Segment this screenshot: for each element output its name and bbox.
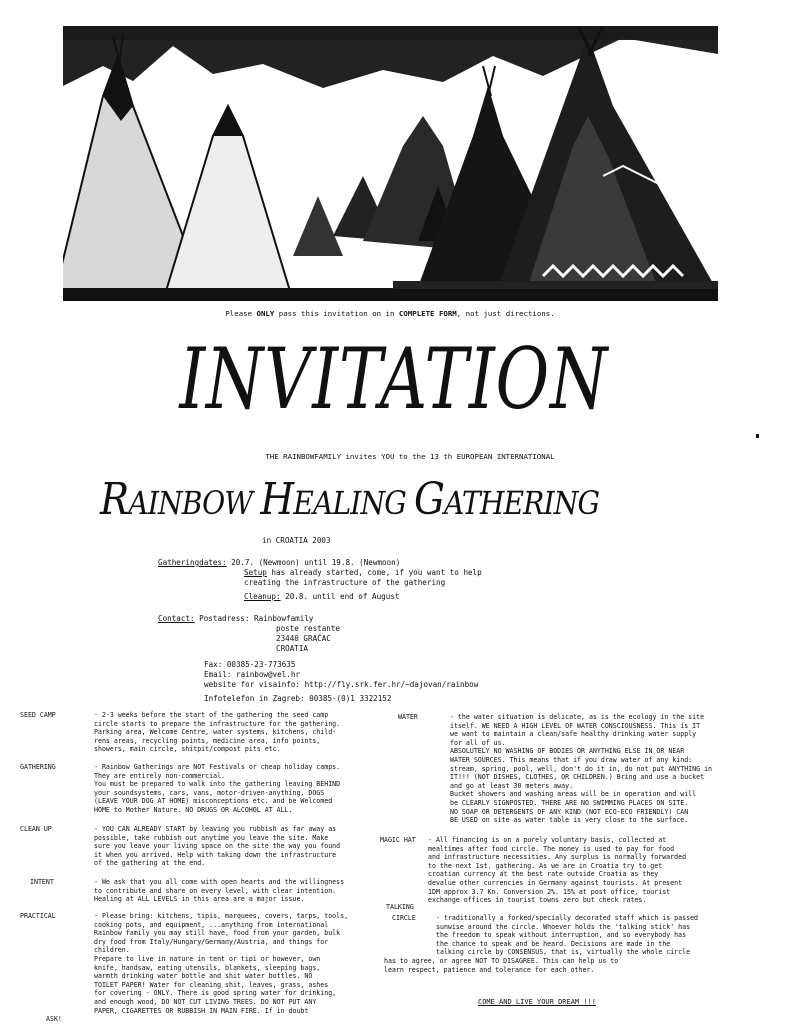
- section-label: INTENT: [30, 878, 54, 886]
- section-label: CLEAN UP: [20, 825, 52, 833]
- pass-on-caption: Please ONLY pass this invitation on in COMPLETE FORM, not just directions.: [225, 309, 555, 318]
- talking-label: TALKING: [386, 903, 414, 911]
- email-line: Email: rainbow@vel.hr: [204, 670, 301, 679]
- gathering-section: GATHERING - Rainbow Gatherings are NOT Festivals or cheap holiday camps. They are entirely non-commercial. You must be prepared to walk into the gathering leaving BEHIND your soundsystems, cars, vans, motor-driven-anything, DOGS (LEAVE YOUR DOG AT HOME) misconceptions etc. and be Welcomed HOME to Mother Nature. NO DRUGS OR ALCOHOL AT ALL.: [20, 763, 341, 814]
- invitation-heading: INVITATION: [179, 330, 609, 428]
- section-label: SEED CAMP: [20, 711, 56, 719]
- dates-value: 20.7. (Newmoon) until 19.8. (Newmoon): [226, 558, 401, 567]
- seed-camp-section: SEED CAMP - 2-3 weeks before the start of the gathering the seed camp circle starts to prepare the infrastructure for the gathering. Parking area, Welcome Centre, water systems, kitchens, child- rens areas, recycling points, medicine area, info points, showers, main circle, shitpit/compost pits etc.: [20, 711, 341, 754]
- gathering-name-heading: RAINBOW HEALING GATHERING: [100, 474, 600, 525]
- location-line: in CROATIA 2003: [262, 536, 331, 545]
- tipi-camp-photo: [63, 26, 718, 301]
- contact-label: Contact:: [158, 614, 195, 623]
- website-line: website for visainfo: http://fly.srk.fer.hr/~dajovan/rainbow: [204, 680, 479, 689]
- practical-section: PRACTICAL - Please bring: kitchens, tipis, marquees, covers, tarps, tools, cooking pots, and equipment, ...anything from international Rainbow family you may still have, food from your garden, bulk dry food from Italy/Hungary/Germany/Austria, and things for children. Prepare to live in nature in tent or tipi or however, own knife, handsaw, eating utensils, blankets, sleeping bags, warmth drinking water bottle and shit water bottles. NO TOILET PAPER! Water for cleaning shit, leaves, grass, ashes for covering - ONLY. There is good spring water for drinking, and enough wood, DO NOT CUT LIVING TREES. DO NOT PUT ANY PAPER, CIGARETTES OR RUBBISH IN MAIN FIRE. If in doubt ASK!: [20, 912, 349, 1023]
- intent-section: INTENT - We ask that you all come with open hearts and the willingness to contribute and share on every level, with clear intention. Healing at ALL LEVELS in this area are a major issue.: [30, 878, 345, 904]
- setup-label: Setup: [244, 568, 267, 577]
- water-section: WATER - the water situation is delicate, as is the ecology in the site itself. WE NEED A HIGH LEVEL OF WATER CONSCIOUSNESS. This is IT we want to maintain a clean/safe healthy drinking water supply for all of us. ABSOLUTELY NO WASHING OF BODIES OR ANYTHING ELSE IN OR NEAR WATER SOURCES. This means that if you draw water of any kind: stream, spring, pool, well, don't do it in, do not put ANYTHING in IT!!! (NOT DISHES, CLOTHES, OR CHILDREN.) Bring and use a bucket and go at least 30 meters away. Bucket showers and washing areas will be in operation and will be CLEARLY SIGNPOSTED. THERE ARE NO SWIMMING PLACES ON SITE. NO SOAP OR DETERGENTS OF ANY KIND (NOT ECO-ECO FRIENDLY) CAN BE USED on site as water table is very close to the surface.: [398, 713, 713, 825]
- section-label: PRACTICAL: [20, 912, 56, 920]
- section-label: MAGIC HAT: [380, 836, 416, 844]
- dates-block: Gatheringdates: 20.7. (Newmoon) until 19.8. (Newmoon) Setup has already started, come, if you want to help creating the infrastructure of the gathering Cleanup: 20.8. until end of August: [158, 558, 482, 601]
- fax-line: Fax: 00385-23-773635: [204, 660, 296, 669]
- scan-speck: [756, 434, 759, 438]
- circle-section: CIRCLE - traditionally a forked/specially decorated staff which is passed sunwise around the circle. Whoever holds the 'talking stick' has the freedom to speak without interruption, and so everybody has the chance to speak and be heard. Decisions are made in the talking circle by CONSENSUS, that is, virtually the whole circle has to agree, or agree NOT TO DISAGREE. This can help us to learn respect, patience and tolerance for each other.: [384, 914, 699, 974]
- contact-block: Contact: Postadress: Rainbowfamily poste restante 23440 GRAČAC CROATIA Fax: 00385-23-773635 Email: rainbow@vel.hr website for visainfo: http://fly.srk.fer.hr/~dajovan/rainbow Infotelefon in Zagreb: 00385-(0)1 3322152: [158, 614, 618, 704]
- section-label: GATHERING: [20, 763, 56, 771]
- cleanup-label: Cleanup:: [244, 592, 281, 601]
- dates-label: Gatheringdates:: [158, 558, 227, 567]
- section-label: CIRCLE: [392, 914, 416, 922]
- clean-up-section: CLEAN UP - YOU CAN ALREADY START by leaving you rubbish as far away as possible, take rubbish out anytime you leave the site. Make sure you leave your living space on the site the way you found it when you arrived. Help with taking down the infrastructure of the gathering at the end.: [20, 825, 341, 868]
- closing-line: COME AND LIVE YOUR DREAM !!!: [478, 998, 597, 1006]
- magic-hat-section: MAGIC HAT - All financing is on a purely voluntary basis, collected at mealtimes after food circle. The money is used to pay for food and infrastructure necessities. Any surplus is normally forwarded to the next 1st. gathering. As we are in Croatia try to get croatian currency at the best rate outside Croatia as they devalue other currencies in Germany against tourists. At present 1DM approx 3.7 Kn. Conversion 2%. 15% at post office, tourist exchange offices in tourist towns zero but check rates.: [380, 836, 687, 905]
- infotel-line: Infotelefon in Zagreb: 00385-(0)1 3322152: [204, 694, 392, 703]
- invites-line: THE RAINBOWFAMILY invites YOU to the 13 th EUROPEAN INTERNATIONAL: [265, 452, 555, 461]
- section-label: WATER: [398, 713, 418, 721]
